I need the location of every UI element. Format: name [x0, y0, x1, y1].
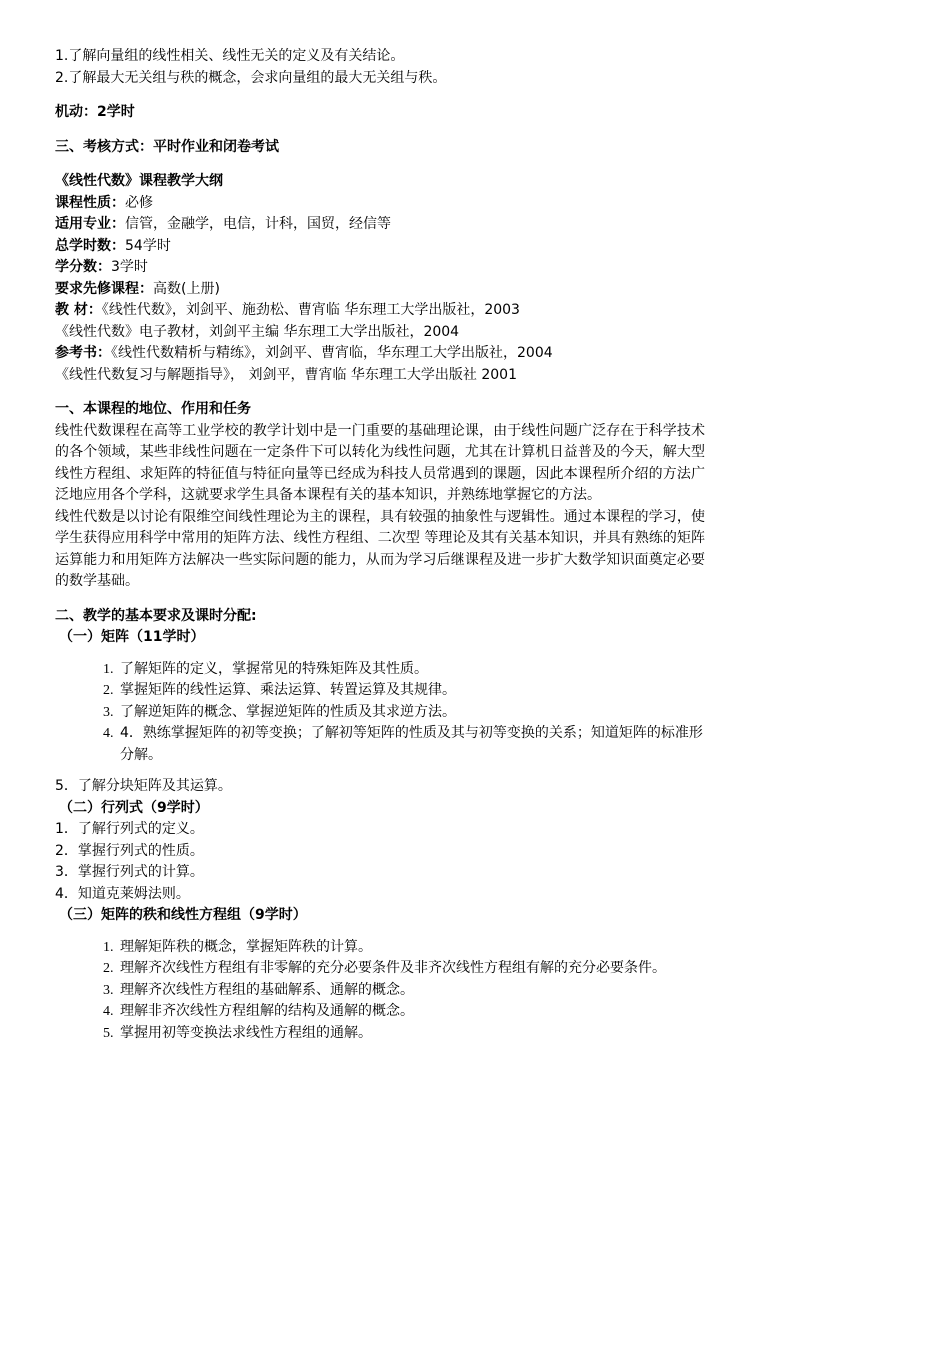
- objective-item: 1.了解向量组的线性相关、线性无关的定义及有关结论。: [55, 48, 405, 64]
- list-text: 理解齐次线性方程组的基础解系、通解的概念。: [120, 981, 414, 998]
- info-label: 要求先修课程：: [55, 280, 153, 297]
- info-row: [55, 300, 705, 322]
- list-item: [103, 1023, 705, 1045]
- unit3-list: [55, 937, 705, 1045]
- reference-extra: 《线性代数复习与解题指导》， 刘剑平，曹宵临 华东理工大学出版社 2001: [55, 366, 517, 383]
- reference-row: [55, 343, 705, 365]
- assessment-heading: 三、考核方式：平时作业和闭卷考试: [55, 138, 279, 155]
- unit-heading: （二）行列式（9学时）: [59, 799, 209, 816]
- list-number: 3.: [103, 982, 114, 998]
- info-row: [55, 214, 705, 236]
- paragraph: 线性代数课程在高等工业学校的教学计划中是一门重要的基础理论课，由于线性问题广泛存在于科学技术的各个领域，某些非线性问题在一定条件下可以转化为线性问题，尤其在计算机日益普及的今天，解大型线性方程组、求矩阵的特征值与特征向量等已经成为科技人员常遇到的课题，因此本课程所介绍的方法广泛地应用各个学科，这就要求学生具备本课程有关的基本知识，并熟练地掌握它的方法。: [55, 422, 705, 503]
- info-value: 必修: [125, 194, 153, 211]
- reference-value: 《线性代数精析与精练》，刘剑平、曹宵临，华东理工大学出版社，2004: [111, 345, 553, 361]
- list-text: 理解矩阵秩的概念，掌握矩阵秩的计算。: [120, 938, 372, 955]
- list-text: 掌握用初等变换法求线性方程组的通解。: [120, 1024, 372, 1041]
- info-label: 总学时数：: [55, 237, 125, 254]
- list-number: 3.: [103, 704, 114, 720]
- list-item: [103, 937, 705, 959]
- textbook-extra: 《线性代数》电子教材，刘剑平主编 华东理工大学出版社，2004: [55, 323, 460, 340]
- info-row: [55, 257, 705, 279]
- list-text: 掌握矩阵的线性运算、乘法运算、转置运算及其规律。: [120, 682, 456, 698]
- info-value: 高数(上册): [153, 280, 220, 297]
- list-item: [103, 702, 705, 724]
- list-item: [103, 980, 705, 1002]
- list-number: 4.: [103, 726, 114, 741]
- document-page: [55, 46, 705, 1044]
- info-value: 3学时: [111, 259, 148, 275]
- unit-heading: （三）矩阵的秩和线性方程组（9学时）: [59, 907, 307, 923]
- list-item: [103, 723, 705, 766]
- list-number: 1.: [103, 661, 114, 677]
- list-item: [103, 1001, 705, 1023]
- list-item: 1．了解行列式的定义。: [55, 821, 204, 837]
- list-number: 5.: [103, 1025, 114, 1041]
- info-row: [55, 279, 705, 301]
- list-text: 4．熟练掌握矩阵的初等变换；了解初等矩阵的性质及其与初等变换的关系；知道矩阵的标准形分解。: [120, 725, 703, 763]
- list-item: 2．掌握行列式的性质。: [55, 842, 204, 859]
- info-value: 信管，金融学，电信，计科，国贸，经信等: [125, 216, 391, 232]
- info-label: 学分数：: [55, 259, 111, 275]
- flex-hours: 机动：2学时: [55, 104, 135, 120]
- list-text: 理解齐次线性方程组有非零解的充分必要条件及非齐次线性方程组有解的充分必要条件。: [120, 960, 666, 976]
- info-row: [55, 236, 705, 258]
- unit-heading: （一）矩阵（11学时）: [59, 629, 205, 645]
- list-item: [103, 958, 705, 980]
- list-text: 了解矩阵的定义，掌握常见的特殊矩阵及其性质。: [120, 660, 428, 677]
- info-row: [55, 193, 705, 215]
- info-value: 54学时: [125, 237, 171, 254]
- list-number: 2.: [103, 961, 114, 976]
- list-item: 4．知道克莱姆法则。: [55, 885, 190, 902]
- list-number: 1.: [103, 939, 114, 955]
- list-number: 2.: [103, 683, 114, 698]
- list-item: [103, 659, 705, 681]
- paragraph: 线性代数是以讨论有限维空间线性理论为主的课程，具有较强的抽象性与逻辑性。通过本课程的学习，使学生获得应用科学中常用的矩阵方法、线性方程组、二次型 等理论及其有关基本知识，并具有熟练的矩阵运算能力和用矩阵方法解决一些实际问题的能力，从而为学习后继课程及进一步扩大数学知识面奠定必要的数学基础。: [55, 508, 705, 589]
- info-label: 教 材：: [55, 302, 102, 318]
- list-item: [103, 680, 705, 702]
- unit1-list: [55, 659, 705, 767]
- syllabus-title: 《线性代数》课程教学大纲: [55, 173, 223, 189]
- info-label: 课程性质：: [55, 194, 125, 211]
- info-value: 《线性代数》，刘剑平、施劲松、曹宵临 华东理工大学出版社，2003: [101, 302, 520, 318]
- list-text: 理解非齐次线性方程组解的结构及通解的概念。: [120, 1003, 414, 1019]
- section-heading: 一、本课程的地位、作用和任务: [55, 401, 251, 417]
- objective-item: 2.了解最大无关组与秩的概念，会求向量组的最大无关组与秩。: [55, 69, 447, 86]
- list-item: 5．了解分块矩阵及其运算。: [55, 778, 232, 794]
- section-heading: 二、教学的基本要求及课时分配:: [55, 607, 257, 624]
- list-text: 了解逆矩阵的概念、掌握逆矩阵的性质及其求逆方法。: [120, 703, 456, 720]
- list-number: 4.: [103, 1004, 114, 1019]
- info-label: 适用专业：: [55, 216, 125, 232]
- reference-label: 参考书：: [55, 345, 111, 361]
- list-item: 3．掌握行列式的计算。: [55, 864, 204, 880]
